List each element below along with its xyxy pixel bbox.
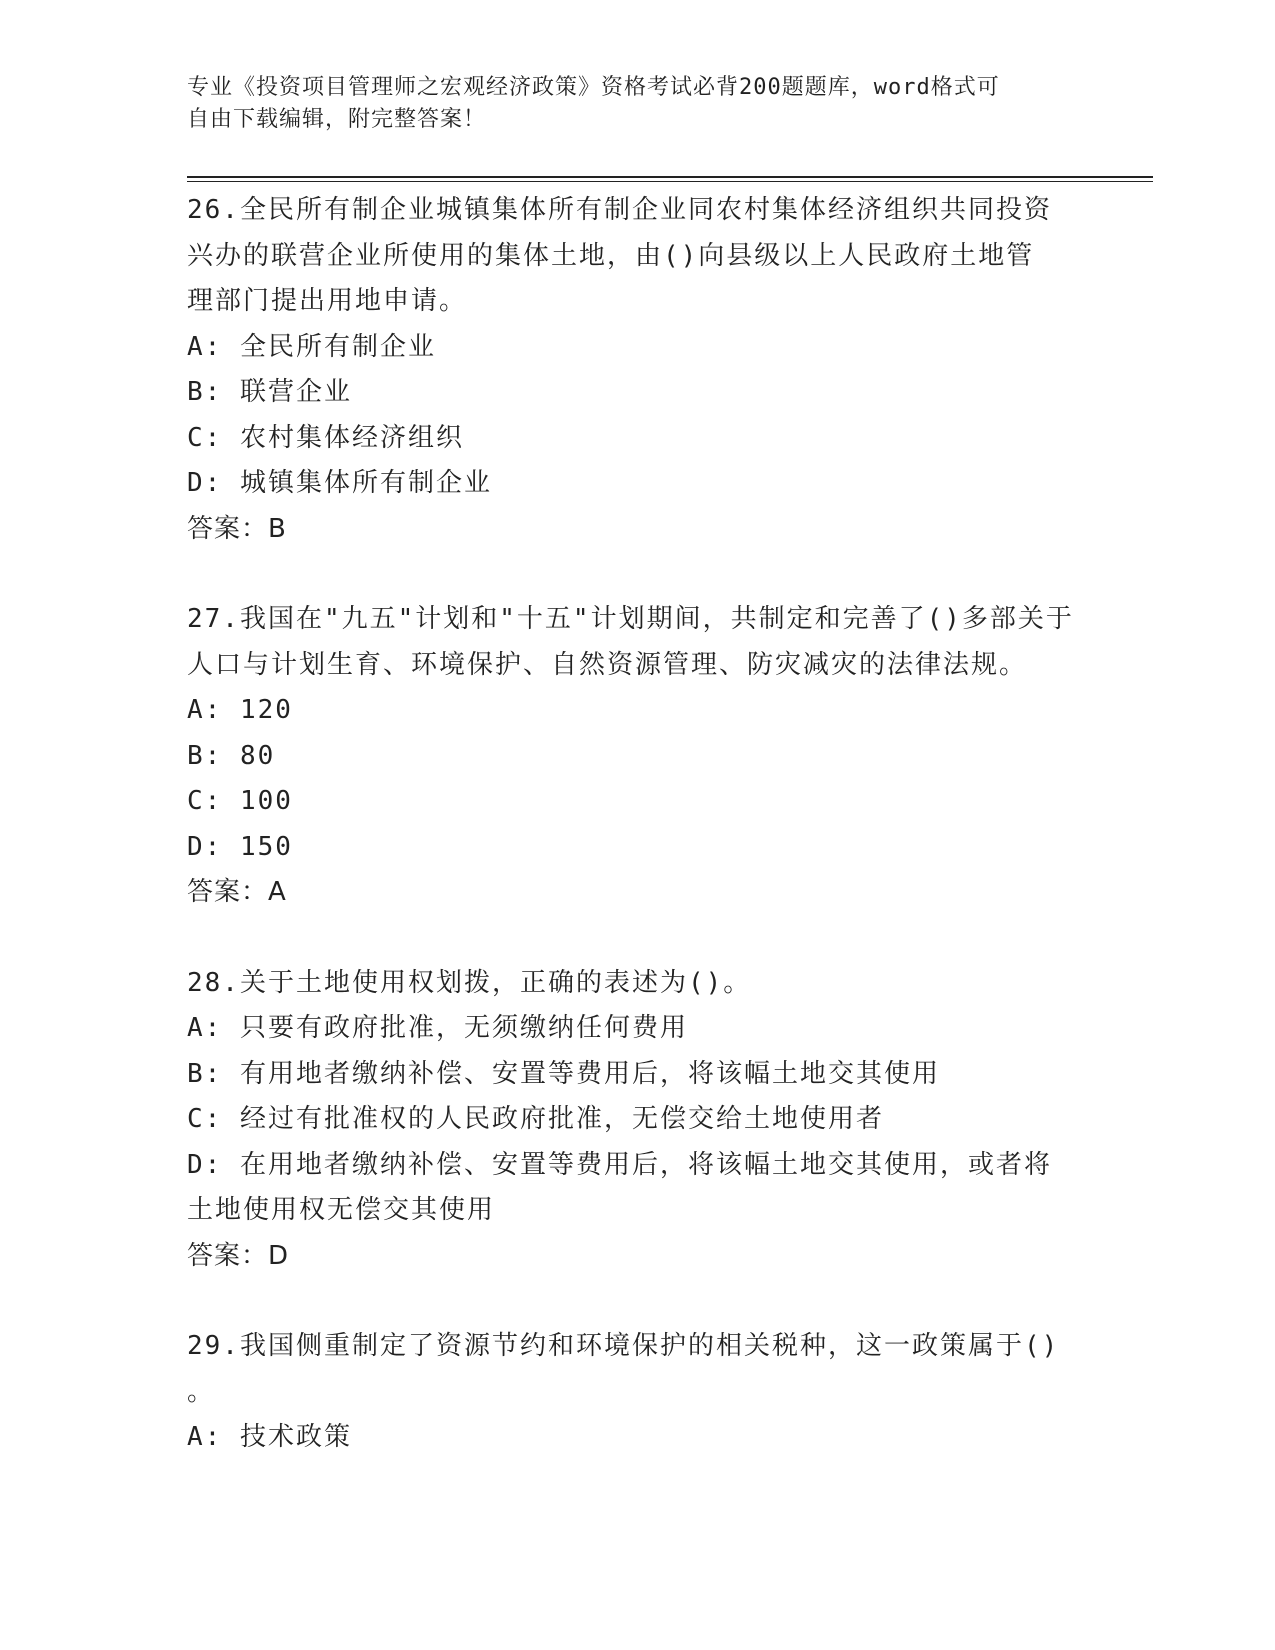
option-c: C: 经过有批准权的人民政府批准，无偿交给土地使用者 <box>187 1104 884 1134</box>
answer-label: 答案：A <box>187 877 287 907</box>
option-d: D: 在用地者缴纳补偿、安置等费用后，将该幅土地交其使用，或者将 土地使用权无偿交其使用 <box>187 1149 1052 1225</box>
option-b: B: 联营企业 <box>187 377 352 407</box>
header-divider-thick <box>187 176 1153 178</box>
header-divider-thin <box>187 181 1153 182</box>
option-a: A: 120 <box>187 695 293 725</box>
question-26 <box>187 188 1087 552</box>
option-a: A: 技术政策 <box>187 1422 352 1452</box>
option-a: A: 全民所有制企业 <box>187 331 436 362</box>
question-stem-line: 人口与计划生育、环境保护、自然资源管理、防灾减灾的法律法规。 <box>187 649 1028 680</box>
option-b: B: 有用地者缴纳补偿、安置等费用后，将该幅土地交其使用 <box>187 1058 940 1089</box>
question-spacer <box>187 552 1087 597</box>
question-stem-line: 兴办的联营企业所使用的集体土地，由()向县级以上人民政府土地管 <box>187 240 1035 271</box>
option-d: D: 150 <box>187 831 293 862</box>
question-stem-line: 理部门提出用地申请。 <box>187 286 468 316</box>
header-line-2: 自由下载编辑，附完整答案！ <box>187 107 487 132</box>
question-stem-line: 27.我国在"九五"计划和"十五"计划期间，共制定和完善了()多部关于 <box>187 604 1074 634</box>
question-spacer <box>187 1279 1087 1324</box>
option-c: C: 100 <box>187 786 293 816</box>
question-stem-line: 29.我国侧重制定了资源节约和环境保护的相关税种，这一政策属于() <box>187 1331 1060 1361</box>
option-d: D: 城镇集体所有制企业 <box>187 468 492 498</box>
answer-label: 答案：D <box>187 1240 290 1271</box>
document-header <box>187 72 1067 136</box>
question-28 <box>187 961 1087 1280</box>
question-27 <box>187 597 1087 916</box>
question-29 <box>187 1324 1087 1461</box>
question-list <box>187 188 1087 1461</box>
question-stem-line: 26.全民所有制企业城镇集体所有制企业同农村集体经济组织共同投资 <box>187 195 1052 225</box>
option-a: A: 只要有政府批准，无须缴纳任何费用 <box>187 1013 688 1043</box>
question-stem-line: 。 <box>187 1376 216 1407</box>
answer-label: 答案：B <box>187 513 287 544</box>
question-stem-line: 28.关于土地使用权划拨，正确的表述为()。 <box>187 967 752 998</box>
question-spacer <box>187 916 1087 961</box>
option-b: B: 80 <box>187 740 276 771</box>
header-line-1: 专业《投资项目管理师之宏观经济政策》资格考试必背200题题库，word格式可 <box>187 75 1000 100</box>
option-c: C: 农村集体经济组织 <box>187 422 464 453</box>
